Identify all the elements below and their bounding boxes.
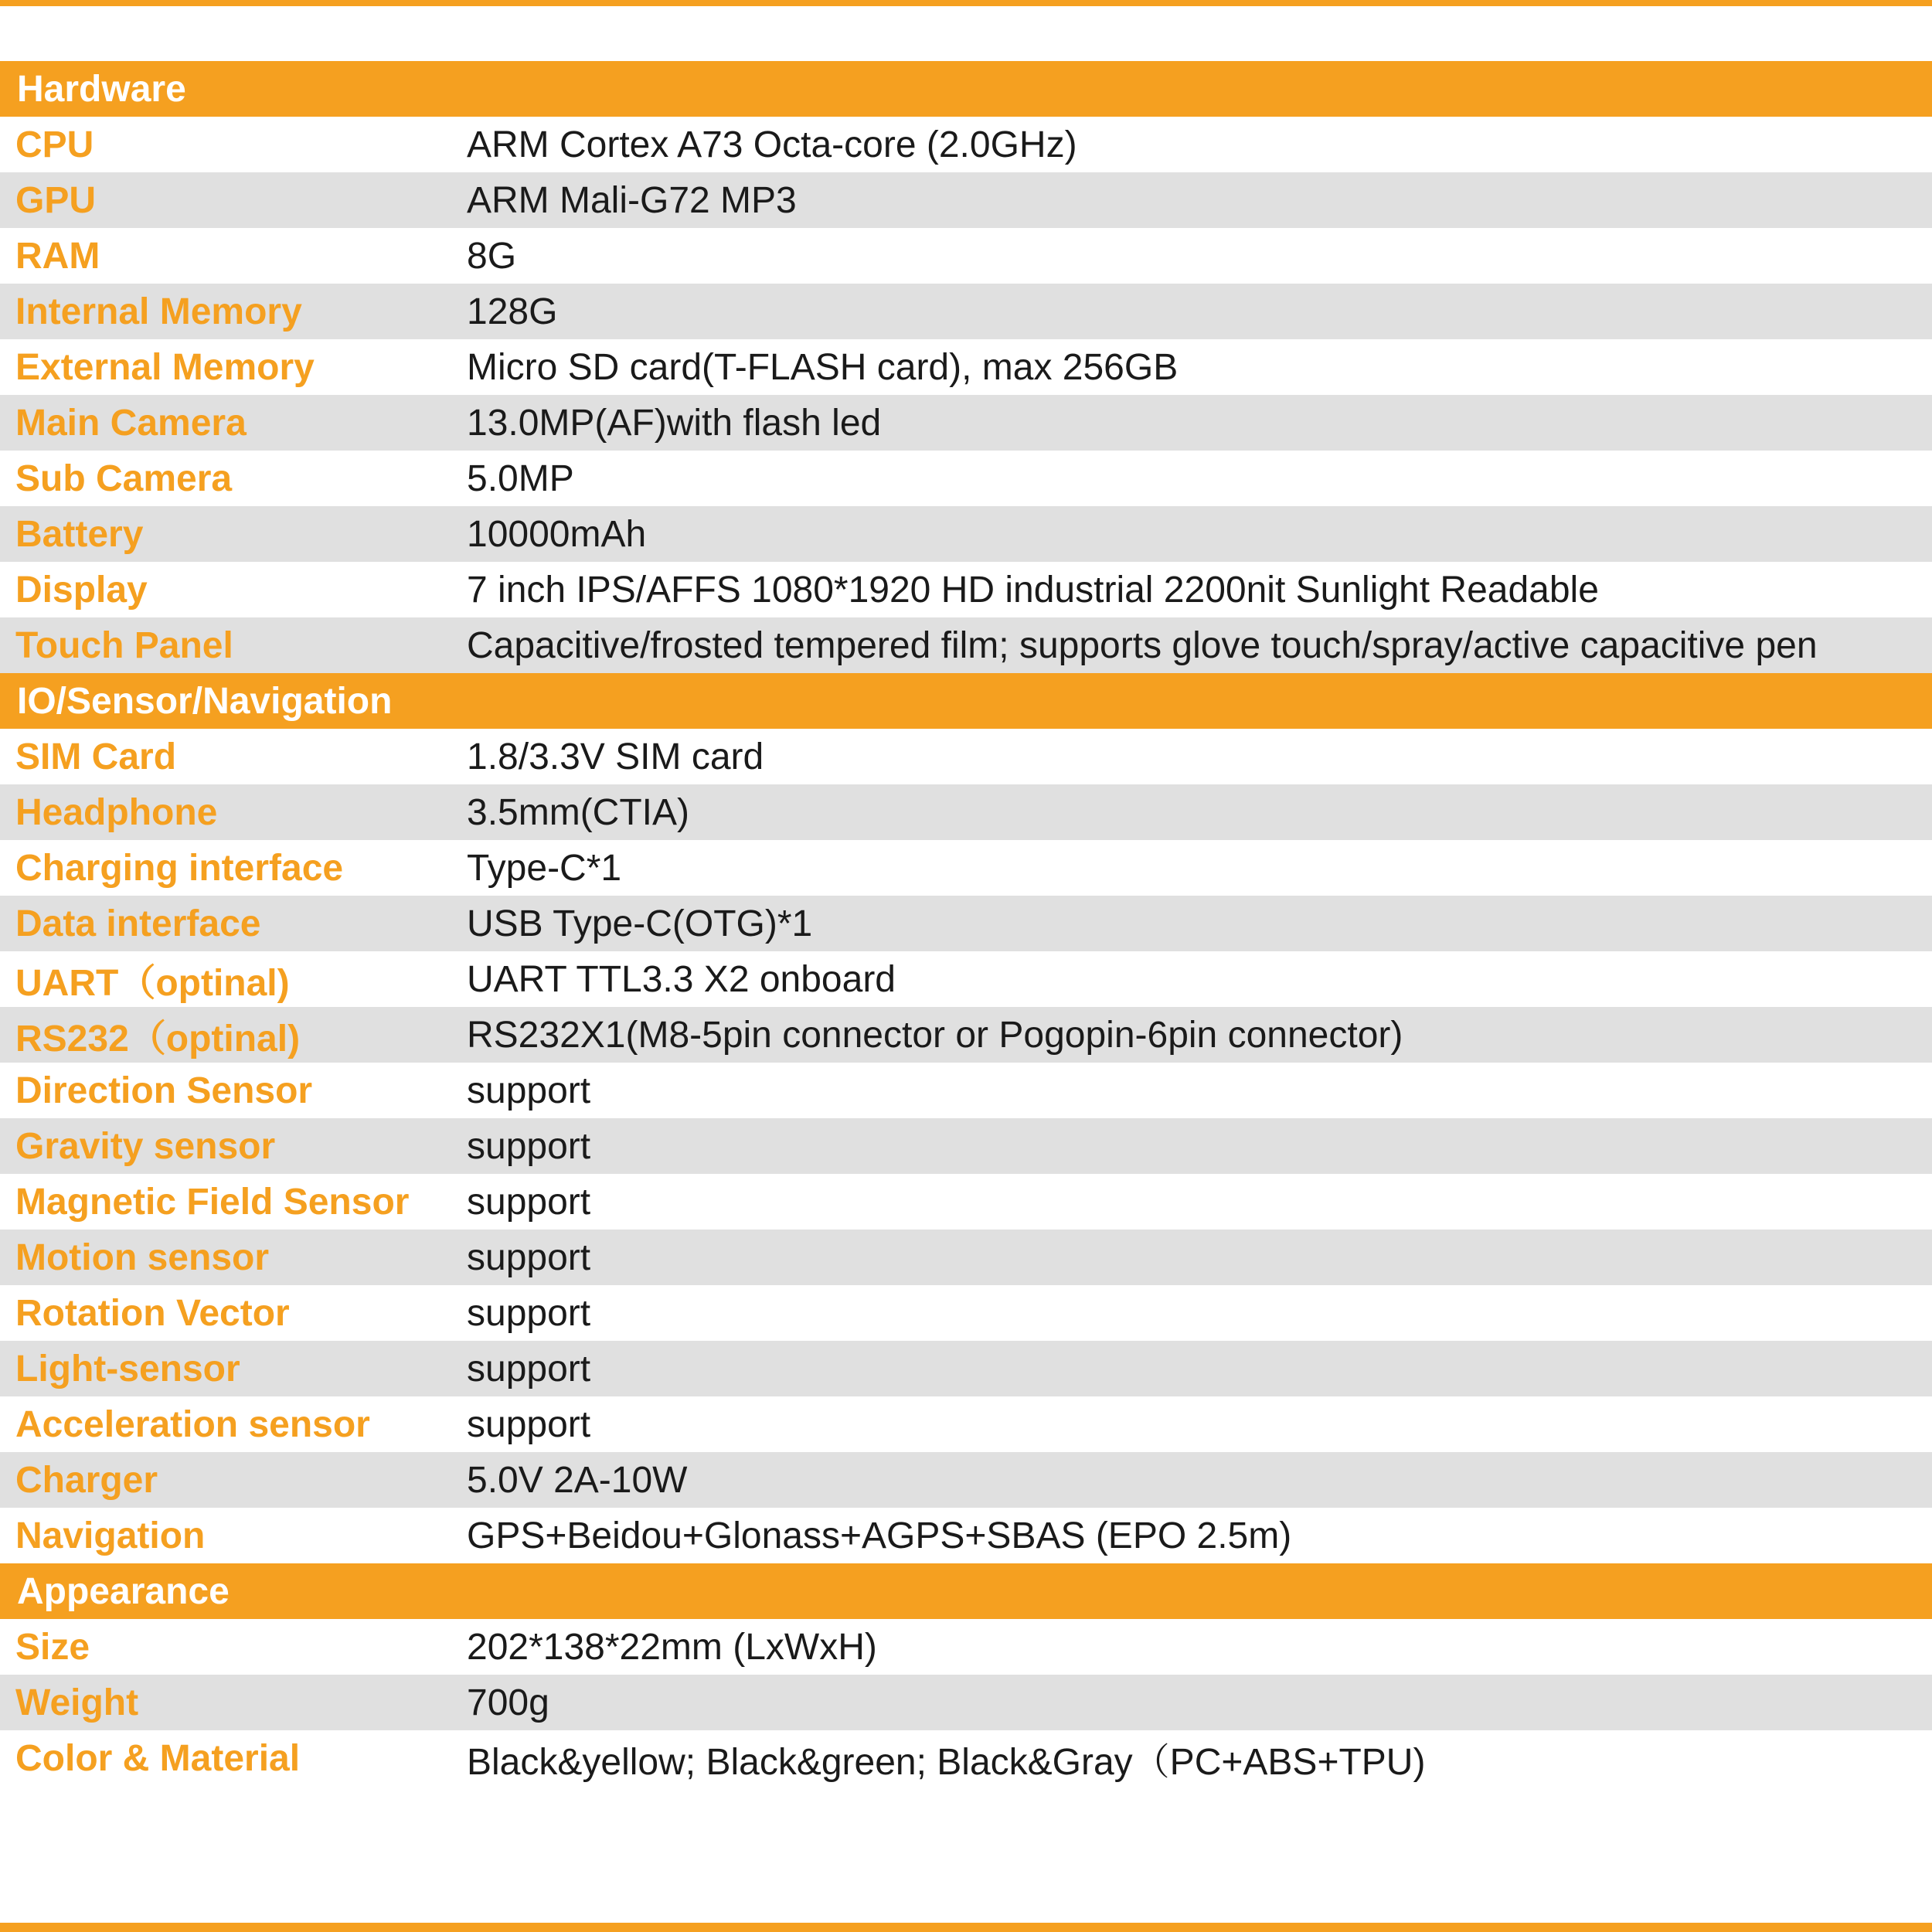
- spec-value: 202*138*22mm (LxWxH): [467, 1626, 877, 1668]
- spec-value: 5.0MP: [467, 457, 574, 499]
- spec-value: Type-C*1: [467, 847, 622, 889]
- spec-label: Rotation Vector: [15, 1292, 290, 1334]
- spec-label: Size: [15, 1626, 90, 1668]
- table-row: [0, 1341, 1932, 1396]
- table-row: [0, 1508, 1932, 1563]
- spec-label: External Memory: [15, 346, 315, 388]
- top-accent-line: [0, 0, 1932, 6]
- spec-label: Sub Camera: [15, 457, 233, 499]
- table-row: [0, 896, 1932, 951]
- table-row: [0, 339, 1932, 395]
- table-row: [0, 617, 1932, 673]
- spec-value: Capacitive/frosted tempered film; supports glove touch/spray/active capacitive pen: [467, 624, 1818, 666]
- table-row: [0, 562, 1932, 617]
- spec-value: 128G: [467, 291, 558, 332]
- spec-value: 5.0V 2A-10W: [467, 1459, 688, 1501]
- spec-label: RS232（optinal): [15, 1018, 301, 1060]
- spec-value: Black&yellow; Black&green; Black&Gray（PC+ABS+TPU): [467, 1741, 1426, 1783]
- spec-value: GPS+Beidou+Glonass+AGPS+SBAS (EPO 2.5m): [467, 1515, 1292, 1556]
- spec-value: Micro SD card(T-FLASH card), max 256GB: [467, 346, 1179, 388]
- spec-value: ARM Mali-G72 MP3: [467, 179, 797, 221]
- spec-label: Charging interface: [15, 847, 344, 889]
- spec-value: support: [467, 1403, 591, 1445]
- spec-value: 8G: [467, 235, 517, 277]
- spec-label: Magnetic Field Sensor: [15, 1181, 410, 1223]
- table-row: [0, 1730, 1932, 1786]
- table-row: [0, 451, 1932, 506]
- table-row: [0, 1619, 1932, 1675]
- spec-label: Internal Memory: [15, 291, 302, 332]
- spec-label: Direction Sensor: [15, 1070, 313, 1111]
- table-row: [0, 729, 1932, 784]
- spec-value: support: [467, 1070, 591, 1111]
- spec-value: 1.8/3.3V SIM card: [467, 736, 764, 777]
- spec-label: Display: [15, 569, 148, 611]
- section-header: IO/Sensor/Navigation: [0, 673, 1932, 729]
- spec-value: 3.5mm(CTIA): [467, 791, 689, 833]
- spec-value: USB Type-C(OTG)*1: [467, 903, 813, 944]
- table-row: [0, 172, 1932, 228]
- spec-label: CPU: [15, 124, 94, 165]
- spec-label: Acceleration sensor: [15, 1403, 370, 1445]
- table-row: [0, 1007, 1932, 1063]
- spec-label: Touch Panel: [15, 624, 233, 666]
- spec-label: Color & Material: [15, 1737, 301, 1779]
- table-row: [0, 395, 1932, 451]
- spec-value: 10000mAh: [467, 513, 647, 555]
- spec-value: support: [467, 1348, 591, 1389]
- table-row: [0, 1452, 1932, 1508]
- spec-value: support: [467, 1292, 591, 1334]
- table-row: [0, 1675, 1932, 1730]
- table-row: [0, 1285, 1932, 1341]
- table-row: [0, 1063, 1932, 1118]
- spec-label: Navigation: [15, 1515, 206, 1556]
- table-row: [0, 951, 1932, 1007]
- spec-label: GPU: [15, 179, 97, 221]
- spec-value: support: [467, 1181, 591, 1223]
- table-row: [0, 506, 1932, 562]
- spec-label: Weight: [15, 1682, 139, 1723]
- section-header: Appearance: [0, 1563, 1932, 1619]
- spec-label: Light-sensor: [15, 1348, 240, 1389]
- spec-value: 7 inch IPS/AFFS 1080*1920 HD industrial 2200nit Sunlight Readable: [467, 569, 1599, 611]
- spec-label: Motion sensor: [15, 1236, 270, 1278]
- spec-label: UART（optinal): [15, 962, 290, 1004]
- table-row: [0, 228, 1932, 284]
- spec-label: Battery: [15, 513, 144, 555]
- spec-label: SIM Card: [15, 736, 177, 777]
- table-row: [0, 1174, 1932, 1230]
- spec-value: support: [467, 1236, 591, 1278]
- spec-label: Main Camera: [15, 402, 247, 444]
- spec-value: 700g: [467, 1682, 549, 1723]
- spec-label: Charger: [15, 1459, 158, 1501]
- table-row: [0, 1230, 1932, 1285]
- table-row: [0, 1118, 1932, 1174]
- spec-label: Gravity sensor: [15, 1125, 276, 1167]
- table-row: [0, 840, 1932, 896]
- spec-value: 13.0MP(AF)with flash led: [467, 402, 882, 444]
- bottom-accent-line: [0, 1923, 1932, 1932]
- spec-table: [0, 61, 1932, 1786]
- table-row: [0, 117, 1932, 172]
- spec-value: support: [467, 1125, 591, 1167]
- spec-label: Data interface: [15, 903, 261, 944]
- spec-value: RS232X1(M8-5pin connector or Pogopin-6pin connector): [467, 1014, 1403, 1056]
- spec-value: ARM Cortex A73 Octa-core (2.0GHz): [467, 124, 1077, 165]
- spec-label: RAM: [15, 235, 100, 277]
- section-header: Hardware: [0, 61, 1932, 117]
- spec-label: Headphone: [15, 791, 218, 833]
- table-row: [0, 284, 1932, 339]
- spec-value: UART TTL3.3 X2 onboard: [467, 958, 896, 1000]
- table-row: [0, 1396, 1932, 1452]
- table-row: [0, 784, 1932, 840]
